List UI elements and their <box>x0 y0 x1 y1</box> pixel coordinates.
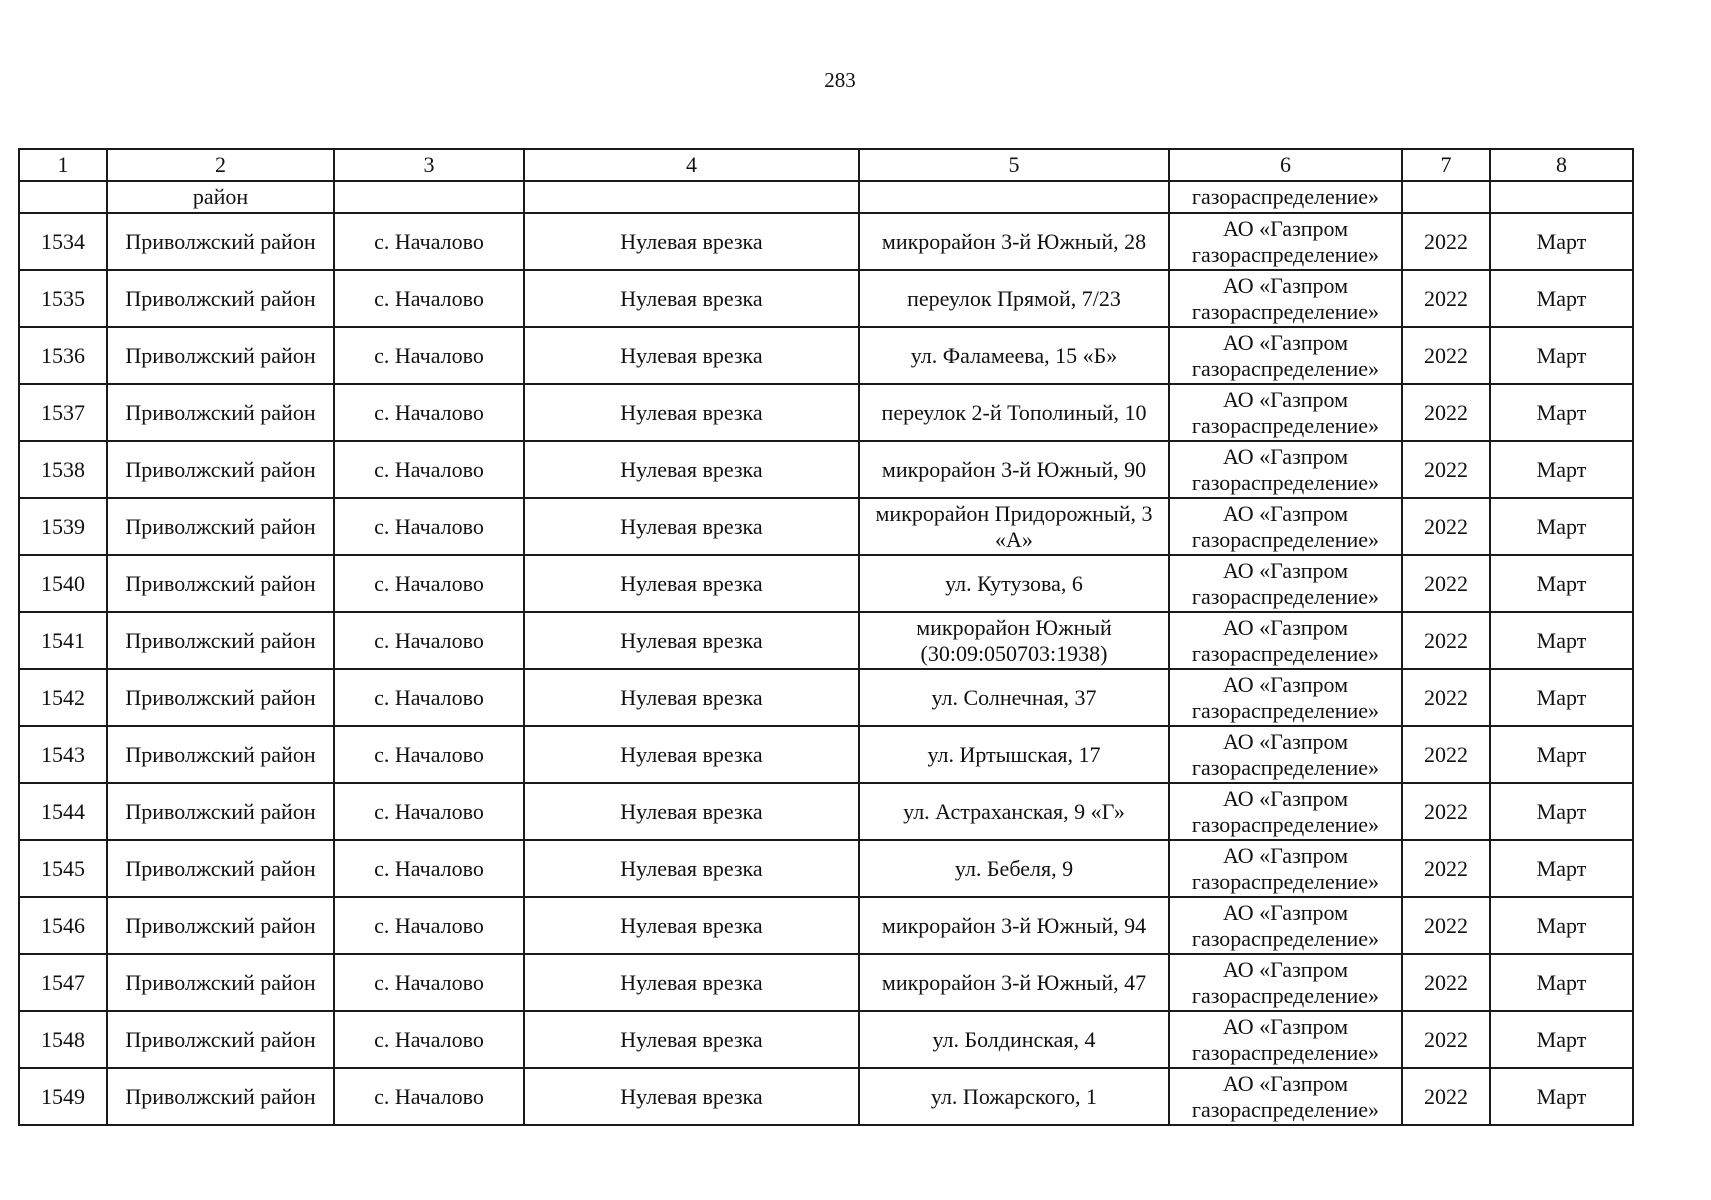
cell-year: 2022 <box>1402 897 1490 954</box>
cell-district: Приволжский район <box>107 669 334 726</box>
cell-settlement: с. Началово <box>334 840 524 897</box>
cell-year: 2022 <box>1402 726 1490 783</box>
table-row <box>19 954 1633 1011</box>
cell-month: Март <box>1490 897 1633 954</box>
cell-month: Март <box>1490 783 1633 840</box>
cell-year: 2022 <box>1402 840 1490 897</box>
cell-number: 1542 <box>19 669 107 726</box>
cell-work-type: Нулевая врезка <box>524 783 859 840</box>
cell-address: ул. Кутузова, 6 <box>859 555 1169 612</box>
cell-settlement: с. Началово <box>334 213 524 270</box>
cell-work-type: Нулевая врезка <box>524 726 859 783</box>
cell-organization: АО «Газпром газораспределение» <box>1169 1068 1402 1125</box>
cell-work-type: Нулевая врезка <box>524 270 859 327</box>
cell-settlement: с. Началово <box>334 441 524 498</box>
cell-settlement <box>334 181 524 213</box>
cell-number: 1534 <box>19 213 107 270</box>
header-col-3: 3 <box>334 149 524 181</box>
cell-organization: АО «Газпром газораспределение» <box>1169 213 1402 270</box>
cell-district: Приволжский район <box>107 954 334 1011</box>
cell-month: Март <box>1490 213 1633 270</box>
cell-number: 1540 <box>19 555 107 612</box>
cell-address: микрорайон 3-й Южный, 47 <box>859 954 1169 1011</box>
cell-month: Март <box>1490 270 1633 327</box>
header-col-1: 1 <box>19 149 107 181</box>
cell-settlement: с. Началово <box>334 1068 524 1125</box>
cell-month: Март <box>1490 498 1633 555</box>
header-col-6: 6 <box>1169 149 1402 181</box>
cell-address: микрорайон 3-й Южный, 94 <box>859 897 1169 954</box>
cell-number: 1535 <box>19 270 107 327</box>
cell-settlement: с. Началово <box>334 954 524 1011</box>
cell-number: 1538 <box>19 441 107 498</box>
table-row <box>19 669 1633 726</box>
continuation-row <box>19 181 1633 213</box>
cell-year: 2022 <box>1402 954 1490 1011</box>
cell-district: Приволжский район <box>107 840 334 897</box>
cell-settlement: с. Началово <box>334 669 524 726</box>
cell-address: микрорайон 3-й Южный, 90 <box>859 441 1169 498</box>
cell-work-type: Нулевая врезка <box>524 954 859 1011</box>
data-table <box>18 148 1634 1126</box>
cell-work-type <box>524 181 859 213</box>
table-row <box>19 612 1633 669</box>
cell-district: Приволжский район <box>107 555 334 612</box>
cell-work-type: Нулевая врезка <box>524 327 859 384</box>
cell-number: 1546 <box>19 897 107 954</box>
cell-work-type: Нулевая врезка <box>524 897 859 954</box>
cell-district: Приволжский район <box>107 783 334 840</box>
cell-address: ул. Пожарского, 1 <box>859 1068 1169 1125</box>
cell-district: Приволжский район <box>107 897 334 954</box>
header-col-4: 4 <box>524 149 859 181</box>
cell-address: ул. Иртышская, 17 <box>859 726 1169 783</box>
cell-month: Март <box>1490 954 1633 1011</box>
cell-settlement: с. Началово <box>334 612 524 669</box>
cell-work-type: Нулевая врезка <box>524 441 859 498</box>
cell-address: ул. Бебеля, 9 <box>859 840 1169 897</box>
cell-year: 2022 <box>1402 270 1490 327</box>
cell-settlement: с. Началово <box>334 384 524 441</box>
cell-district: Приволжский район <box>107 498 334 555</box>
table-row <box>19 213 1633 270</box>
cell-district: Приволжский район <box>107 612 334 669</box>
table-row <box>19 1011 1633 1068</box>
cell-number: 1549 <box>19 1068 107 1125</box>
table-row <box>19 555 1633 612</box>
cell-number <box>19 181 107 213</box>
cell-settlement: с. Началово <box>334 726 524 783</box>
table-row <box>19 1068 1633 1125</box>
cell-work-type: Нулевая врезка <box>524 669 859 726</box>
cell-address: микрорайон Южный (30:09:050703:1938) <box>859 612 1169 669</box>
header-col-5: 5 <box>859 149 1169 181</box>
cell-month: Март <box>1490 384 1633 441</box>
cell-organization: АО «Газпром газораспределение» <box>1169 840 1402 897</box>
cell-month: Март <box>1490 612 1633 669</box>
cell-work-type: Нулевая врезка <box>524 1068 859 1125</box>
cell-month: Март <box>1490 1068 1633 1125</box>
cell-work-type: Нулевая врезка <box>524 840 859 897</box>
cell-district: Приволжский район <box>107 213 334 270</box>
cell-organization: АО «Газпром газораспределение» <box>1169 612 1402 669</box>
cell-district: Приволжский район <box>107 1068 334 1125</box>
cell-address: микрорайон Придорожный, 3 «А» <box>859 498 1169 555</box>
cell-year: 2022 <box>1402 441 1490 498</box>
cell-year <box>1402 181 1490 213</box>
cell-work-type: Нулевая врезка <box>524 555 859 612</box>
cell-number: 1536 <box>19 327 107 384</box>
table-row <box>19 384 1633 441</box>
cell-month: Март <box>1490 555 1633 612</box>
cell-year: 2022 <box>1402 384 1490 441</box>
cell-work-type: Нулевая врезка <box>524 384 859 441</box>
cell-organization: АО «Газпром газораспределение» <box>1169 954 1402 1011</box>
cell-settlement: с. Началово <box>334 555 524 612</box>
cell-district: Приволжский район <box>107 384 334 441</box>
cell-organization: АО «Газпром газораспределение» <box>1169 1011 1402 1068</box>
cell-district: Приволжский район <box>107 327 334 384</box>
cell-address: ул. Фаламеева, 15 «Б» <box>859 327 1169 384</box>
cell-address: ул. Солнечная, 37 <box>859 669 1169 726</box>
cell-year: 2022 <box>1402 1068 1490 1125</box>
cell-address: переулок 2-й Тополиный, 10 <box>859 384 1169 441</box>
cell-month: Март <box>1490 840 1633 897</box>
cell-address: микрорайон 3-й Южный, 28 <box>859 213 1169 270</box>
cell-address <box>859 181 1169 213</box>
cell-organization: АО «Газпром газораспределение» <box>1169 897 1402 954</box>
cell-organization: АО «Газпром газораспределение» <box>1169 726 1402 783</box>
cell-number: 1541 <box>19 612 107 669</box>
cell-organization: АО «Газпром газораспределение» <box>1169 441 1402 498</box>
page-number: 283 <box>824 68 856 92</box>
cell-district: Приволжский район <box>107 1011 334 1068</box>
cell-number: 1548 <box>19 1011 107 1068</box>
cell-number: 1547 <box>19 954 107 1011</box>
cell-settlement: с. Началово <box>334 1011 524 1068</box>
cell-month: Март <box>1490 1011 1633 1068</box>
cell-year: 2022 <box>1402 213 1490 270</box>
cell-address: переулок Прямой, 7/23 <box>859 270 1169 327</box>
cell-organization: АО «Газпром газораспределение» <box>1169 384 1402 441</box>
table-row <box>19 498 1633 555</box>
cell-month: Март <box>1490 726 1633 783</box>
cell-organization: АО «Газпром газораспределение» <box>1169 327 1402 384</box>
cell-district: Приволжский район <box>107 441 334 498</box>
cell-district: Приволжский район <box>107 726 334 783</box>
cell-address: ул. Болдинская, 4 <box>859 1011 1169 1068</box>
cell-month <box>1490 181 1633 213</box>
cell-district: район <box>107 181 334 213</box>
cell-settlement: с. Началово <box>334 270 524 327</box>
cell-number: 1544 <box>19 783 107 840</box>
cell-number: 1545 <box>19 840 107 897</box>
cell-organization: АО «Газпром газораспределение» <box>1169 669 1402 726</box>
cell-number: 1543 <box>19 726 107 783</box>
cell-work-type: Нулевая врезка <box>524 1011 859 1068</box>
cell-year: 2022 <box>1402 783 1490 840</box>
cell-month: Март <box>1490 669 1633 726</box>
cell-address: ул. Астраханская, 9 «Г» <box>859 783 1169 840</box>
table-row <box>19 441 1633 498</box>
cell-work-type: Нулевая врезка <box>524 498 859 555</box>
cell-settlement: с. Началово <box>334 327 524 384</box>
cell-organization: АО «Газпром газораспределение» <box>1169 555 1402 612</box>
cell-organization: АО «Газпром газораспределение» <box>1169 783 1402 840</box>
table-row <box>19 726 1633 783</box>
cell-number: 1537 <box>19 384 107 441</box>
cell-settlement: с. Началово <box>334 498 524 555</box>
cell-month: Март <box>1490 441 1633 498</box>
cell-work-type: Нулевая врезка <box>524 612 859 669</box>
cell-settlement: с. Началово <box>334 783 524 840</box>
cell-work-type: Нулевая врезка <box>524 213 859 270</box>
header-col-8: 8 <box>1490 149 1633 181</box>
cell-settlement: с. Началово <box>334 897 524 954</box>
header-row <box>19 149 1633 181</box>
cell-organization: АО «Газпром газораспределение» <box>1169 270 1402 327</box>
cell-organization: газораспределение» <box>1169 181 1402 213</box>
header-col-7: 7 <box>1402 149 1490 181</box>
cell-year: 2022 <box>1402 1011 1490 1068</box>
cell-year: 2022 <box>1402 669 1490 726</box>
header-col-2: 2 <box>107 149 334 181</box>
cell-number: 1539 <box>19 498 107 555</box>
cell-district: Приволжский район <box>107 270 334 327</box>
table-row <box>19 270 1633 327</box>
table-row <box>19 897 1633 954</box>
cell-year: 2022 <box>1402 498 1490 555</box>
cell-year: 2022 <box>1402 327 1490 384</box>
table-row <box>19 327 1633 384</box>
table-row <box>19 783 1633 840</box>
cell-year: 2022 <box>1402 612 1490 669</box>
cell-month: Март <box>1490 327 1633 384</box>
cell-organization: АО «Газпром газораспределение» <box>1169 498 1402 555</box>
cell-year: 2022 <box>1402 555 1490 612</box>
table-row <box>19 840 1633 897</box>
